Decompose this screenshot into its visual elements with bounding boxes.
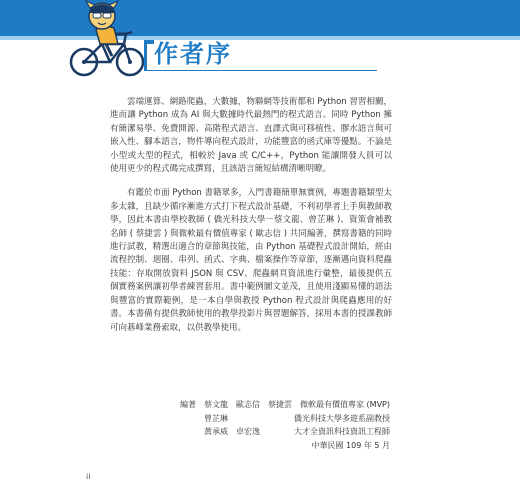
signature-row [180,398,390,412]
page-title: 作者序 [154,40,232,68]
author-title: 大才全資訊科技資訊工程師 [294,427,390,437]
preface-body [110,96,392,335]
author-names: 曾芷琳 [180,413,228,423]
mascot-cyclist-illustration [62,0,152,80]
paragraph: 有鑑於市面 Python 書籍眾多，入門書籍簡單無實例，專題書籍類型太多太雜，且缺少循序漸進方式打下程式設計基礎，不利初學者上手與教師教學，因此本書由學校教師 ( 僑光科技大學－蔡文龍、曾芷琳 )、資策會補教名師 ( 蔡捷雲 ) 與微軟最有價值專家 ( 歐志信 ) 共同編著，撰寫書籍的同時進行試教，精選出適合的章節與技能，由 Python 基礎程式設計開始，經由流程控制、迴圈、串列、函式、字典、檔案操作等章節，逐漸邁向資料爬蟲技能：存取開放資料 JSON 與 CSV、爬蟲網頁資訊進行彙整，最後提供五個實務案例讓初學者練習套用。書中範例圖文並茂，且使用淺顯易懂的語法與豐富的實際範例，是一本自學與教授 Python 程式設計與爬蟲應用的好書。本書備有提供教師使用的教學投影片與習題解答，採用本書的授課教師可向碁峰業務索取，以供教學使用。 [110,188,392,333]
signature-row [180,412,390,426]
author-title: 微軟最有價值專家 (MVP) [300,400,390,409]
signature-row [180,425,390,439]
author-signature [180,398,390,452]
author-names: 黃承威 卓宏逸 [180,427,260,437]
page-number: ii [86,472,91,481]
signature-date: 中華民國 109 年 5 月 [311,440,390,450]
author-title: 僑光科技大學多遊系副教授 [294,413,390,423]
paragraph: 雲端運算、網路爬蟲，大數據，物聯網等技術都和 Python 習習相關，進而讓 Python 成為 AI 與大數據時代最熱門的程式語言。同時 Python 擁有簡潔易學、免費開源、高階程式語言、直譯式與可移植性、膠水語言與可嵌入性、腳本語言，物件導向程式設計，功能豐富的函式庫等優點。不論是小型或大型的程式，相較於 Java 或 C/C++，Python 能讓開發人員可以使用更少的程式碼完成撰寫，且該語言簡短結構清晰明瞭。 [110,97,392,175]
author-names: 編著 蔡文龍 歐志信 蔡捷雲 [180,400,292,409]
title-accent [144,40,154,44]
